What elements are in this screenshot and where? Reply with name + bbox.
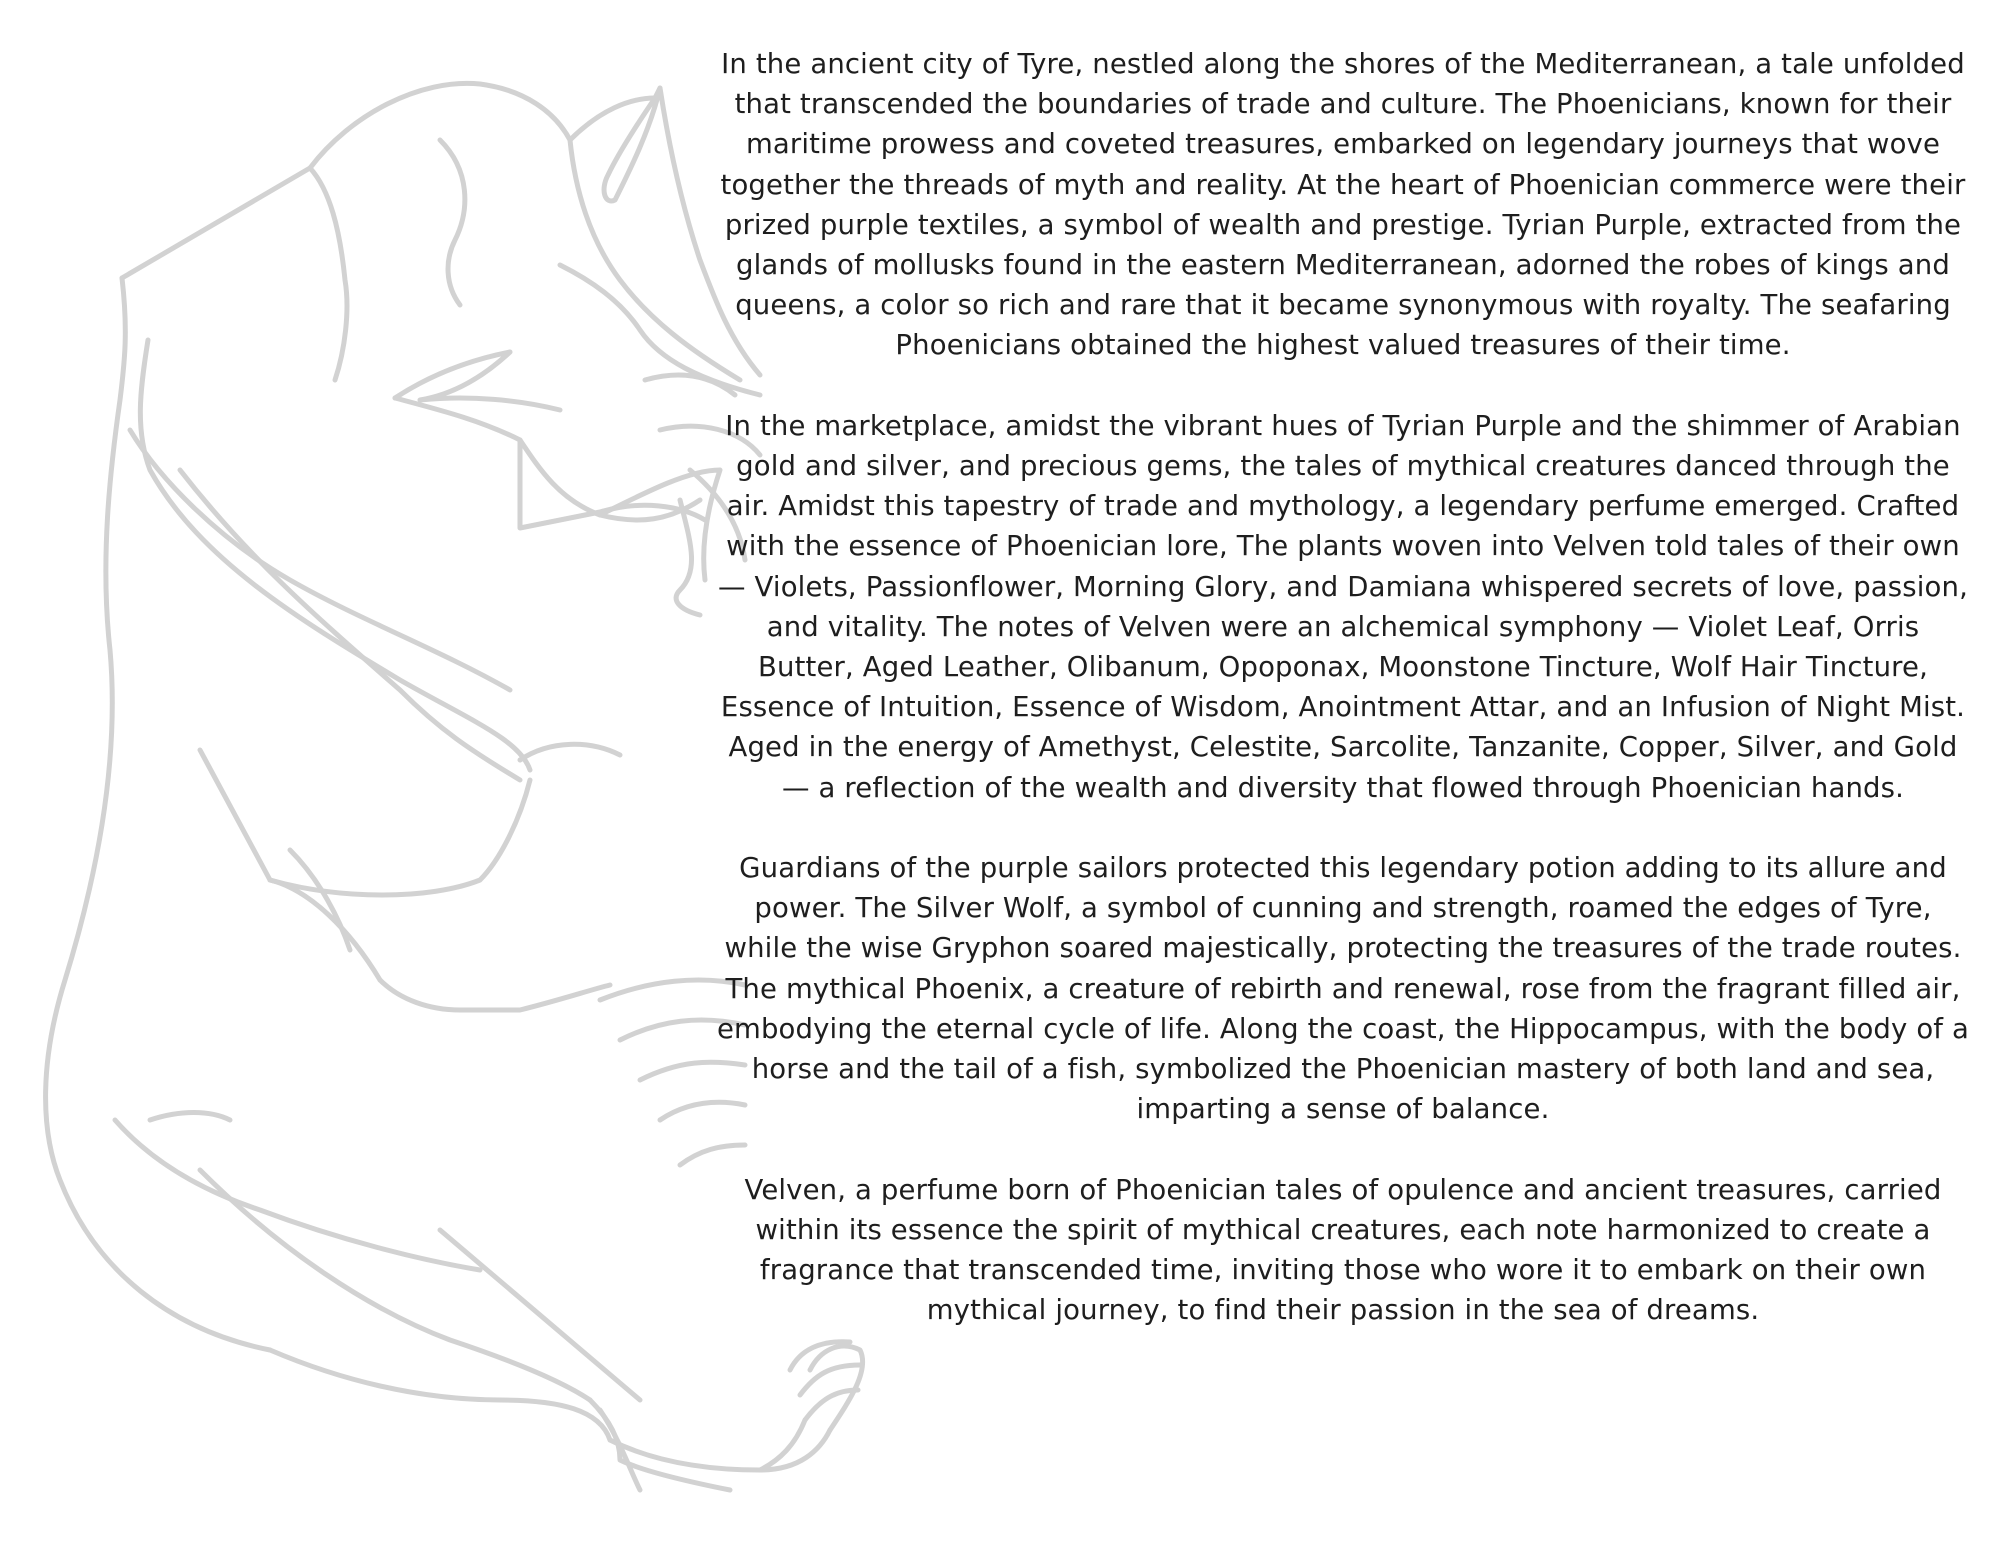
wolf-foreleg-1 — [180, 470, 520, 780]
story-paragraph: Velven, a perfume born of Phoenician tales of opulence and ancient treasures, carried within its essence the spirit of mythical creatures, each note harmonized to create a fragrance that transcended time, inviting those who wore it to embark on their own mythical journey, to find their passion in the sea of dreams. — [744, 1173, 1942, 1327]
wolf-snout — [395, 398, 700, 520]
wolf-jaw — [600, 470, 720, 580]
wolf-foreleg-2 — [520, 744, 620, 760]
wolf-left-ear — [604, 88, 660, 201]
story-paragraph: In the ancient city of Tyre, nestled along the shores of the Mediterranean, a tale unfolded that transcended the boundaries of trade and culture. The Phoenicians, known for their maritime prowess and coveted treasures, embarked on legendary journeys that wove together the threads of myth and reality. At the heart of Phoenician commerce were their prized purple textiles, a symbol of wealth and prestige. Tyrian Purple, extracted from the glands of mollusks found in the eastern Mediterranean, adorned the robes of kings and queens, a color so rich and rare that it became synonymous with royalty. The seafaring Phoenicians obtained the highest valued treasures of their time. — [720, 48, 1966, 362]
wolf-shoulder-line — [130, 430, 510, 690]
story-paragraph: In the marketplace, amidst the vibrant hues of Tyrian Purple and the shimmer of Arabian gold and silver, and precious gems, the tales of mythical creatures danced through the air. Amidst this tapestry of trade and mythology, a legendary perfume emerged. Crafted with the essence of Phoenician lore, The plants woven into Velven told tales of their own — Violets, Passionflower, Morning Glory, and Damiana whispered secrets of love, passion, and vitality. The notes of Velven were an alchemical symphony — Violet Leaf, Orris Butter, Aged Leather, Olibanum, Opoponax, Moonstone Tincture, Wolf Hair Tincture, Essence of Intuition, Essence of Wisdom, Anointment Attar, and an Infusion of Night Mist. Aged in the energy of Amethyst, Celestite, Sarcolite, Tanzanite, Copper, Silver, and Gold — a reflection of the wealth and diversity that flowed through Phoenician hands. — [718, 409, 1968, 804]
wolf-head-line-1 — [310, 168, 347, 380]
wolf-foreleg-3 — [270, 780, 530, 895]
wolf-stripe-1 — [200, 750, 270, 880]
wolf-hind-foot — [590, 1400, 730, 1490]
story-paragraph: Guardians of the purple sailors protected this legendary potion adding to its allure and power. The Silver Wolf, a symbol of cunning and strength, roamed the edges of Tyre, while the wise Gryphon soared majestically, protecting the treasures of the trade routes. The mythical Phoenix, a creature of rebirth and renewal, rose from the fragrant filled air, embodying the eternal cycle of life. Along the coast, the Hippocampus, with the body of a horse and the tail of a fish, symbolized the Phoenician mastery of both land and sea, imparting a sense of balance. — [716, 852, 1970, 1126]
wolf-head-line-2 — [440, 140, 465, 305]
wolf-hind-leg-1 — [115, 1120, 480, 1270]
wolf-foreleg-paw-2 — [290, 850, 350, 950]
wolf-stripe-2 — [150, 1113, 230, 1121]
story-text — [716, 44, 1970, 1330]
wolf-hind-leg-2 — [200, 1170, 590, 1400]
wolf-belly-line — [380, 980, 610, 1010]
wolf-tail-1 — [270, 1350, 610, 1440]
wolf-eye — [395, 352, 560, 410]
wolf-chest-line — [140, 340, 530, 770]
